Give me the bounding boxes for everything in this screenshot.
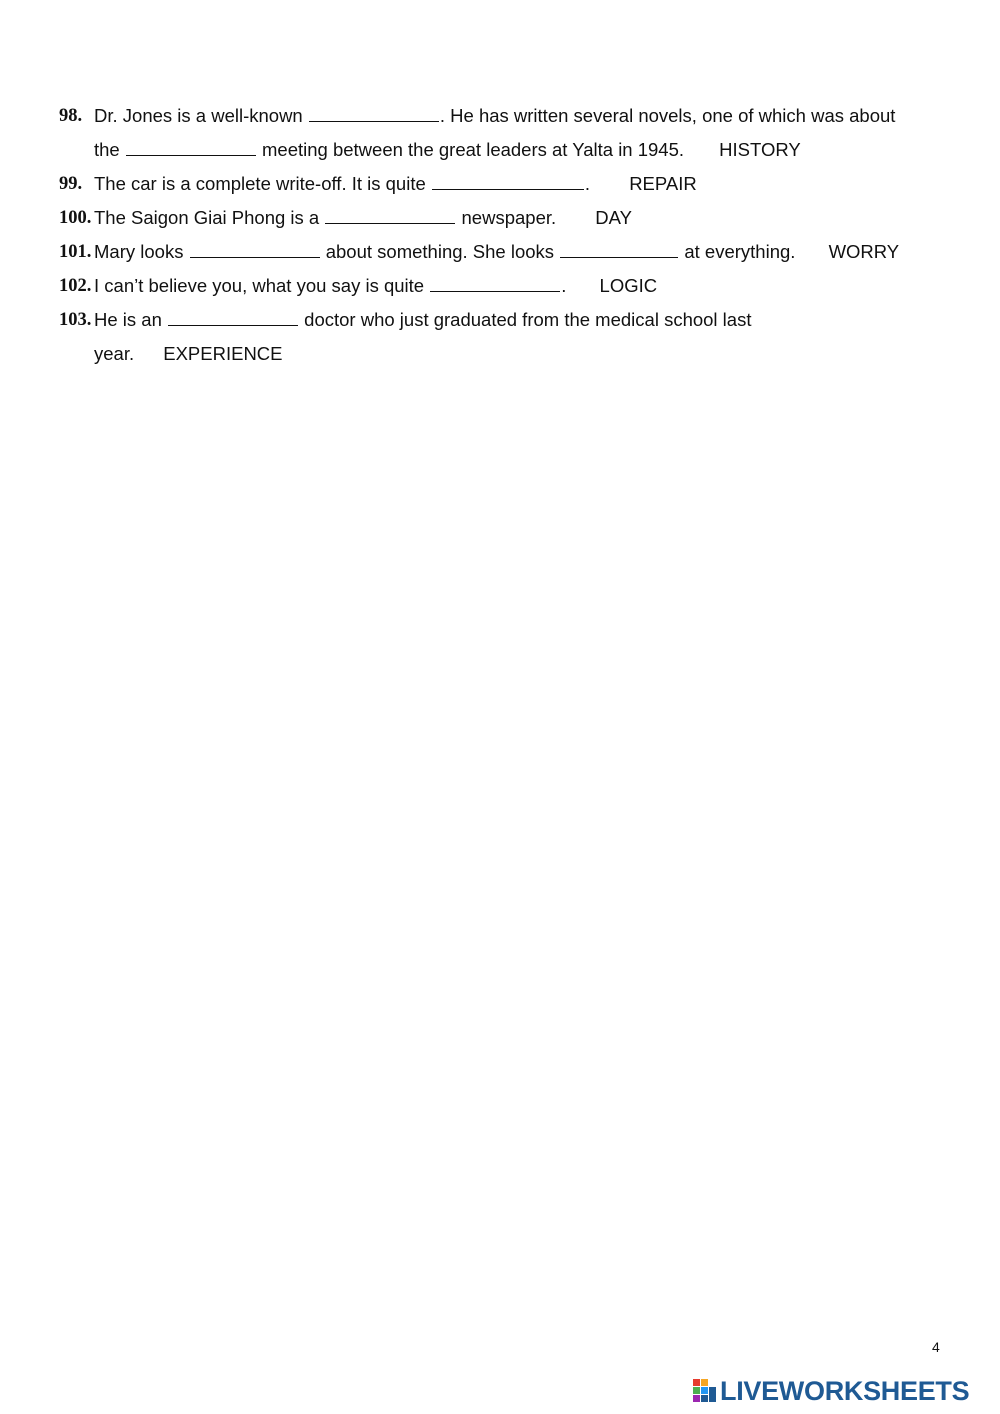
question-number: 102.	[59, 276, 92, 296]
answer-blank[interactable]	[168, 308, 298, 326]
question-number: 98.	[59, 106, 83, 126]
question-text: .	[584, 173, 591, 194]
question-number: 100.	[59, 208, 92, 228]
answer-blank[interactable]	[190, 240, 320, 258]
question-101-line	[94, 240, 899, 264]
brand-name: LIVEWORKSHEETS	[720, 1375, 970, 1406]
question-text: about something. She looks	[325, 241, 555, 262]
keyword: LOGIC	[599, 275, 658, 296]
question-text: newspaper.	[461, 207, 557, 228]
question-text: He is an	[94, 309, 162, 330]
question-98-line-2	[94, 138, 801, 162]
answer-blank[interactable]	[325, 206, 455, 224]
question-103-line-1	[94, 308, 751, 332]
answer-blank[interactable]	[432, 172, 584, 190]
question-text: Dr. Jones is a well-known	[94, 105, 303, 126]
question-102-line	[94, 274, 657, 298]
question-text: . He has written several novels, one of which was about	[439, 105, 896, 126]
keyword: WORRY	[828, 241, 900, 262]
liveworksheets-logo-icon	[693, 1379, 717, 1403]
keyword: DAY	[595, 207, 632, 228]
keyword: EXPERIENCE	[163, 343, 283, 364]
question-100-line	[94, 206, 632, 230]
question-text: the	[94, 139, 120, 160]
question-number: 101.	[59, 242, 92, 262]
question-98-line-1	[94, 104, 895, 128]
question-text: year.	[94, 343, 135, 364]
answer-blank[interactable]	[126, 138, 256, 156]
question-text: meeting between the great leaders at Yalta in 1945.	[262, 139, 685, 160]
liveworksheets-branding	[693, 1376, 969, 1406]
answer-blank[interactable]	[309, 104, 439, 122]
question-number: 103.	[59, 310, 92, 330]
question-text: at everything.	[684, 241, 796, 262]
question-text: Mary looks	[94, 241, 184, 262]
answer-blank[interactable]	[430, 274, 560, 292]
question-99-line	[94, 172, 697, 196]
question-text: The car is a complete write-off. It is quite	[94, 173, 426, 194]
question-text: .	[561, 275, 567, 296]
page-number: 4	[932, 1339, 940, 1355]
answer-blank[interactable]	[560, 240, 678, 258]
question-103-line-2	[94, 342, 283, 366]
keyword: REPAIR	[629, 173, 697, 194]
question-text: I can’t believe you, what you say is quite	[94, 275, 425, 296]
question-text: The Saigon Giai Phong is a	[94, 207, 320, 228]
question-number: 99.	[59, 174, 83, 194]
keyword: HISTORY	[719, 139, 801, 160]
question-text: doctor who just graduated from the medical school last	[304, 309, 752, 330]
